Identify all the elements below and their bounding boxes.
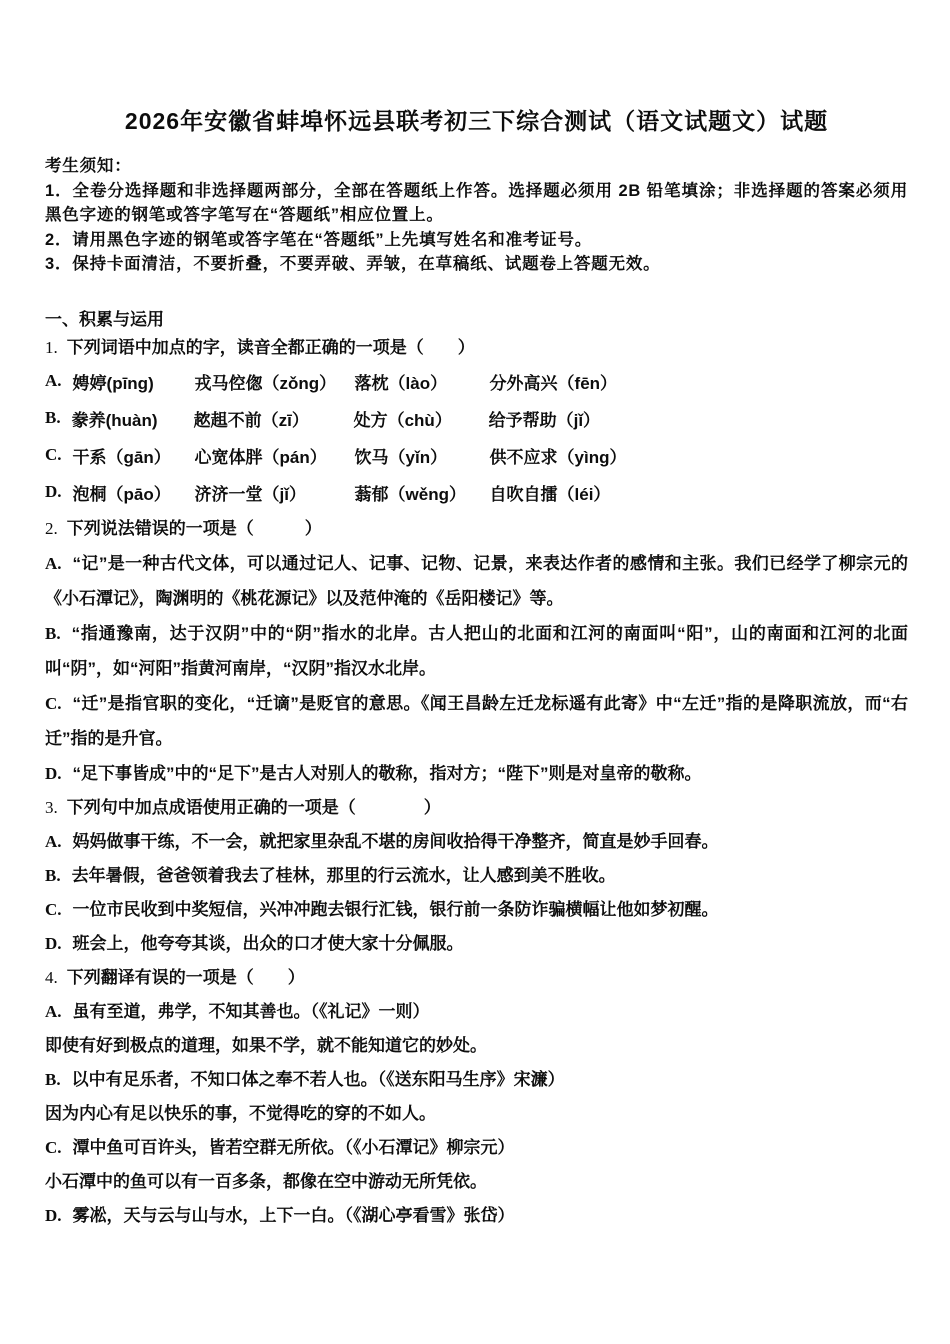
notice-item: 3．保持卡面清洁，不要折叠，不要弄破、弄皱，在草稿纸、试题卷上答题无效。	[45, 255, 661, 273]
option-label: C.	[45, 693, 62, 713]
option-text: 以中有足乐者，不知口体之奉不若人也。（《送东阳马生序》宋濂）	[71, 1069, 565, 1089]
q1-option-b	[45, 400, 908, 437]
q2-option-d	[45, 756, 908, 791]
q3-option-a	[45, 825, 908, 859]
q1-word: 娉婷(pīng)	[72, 373, 154, 393]
q4-option-a	[45, 995, 908, 1029]
option-label: A.	[45, 553, 62, 573]
option-label: C.	[45, 899, 62, 919]
option-label: B.	[45, 408, 61, 427]
option-text: 雾凇，天与云与山与水，上下一白。（《湖心亭看雪》张岱）	[72, 1205, 515, 1225]
q1-word: 供不应求（yìng）	[489, 447, 627, 467]
option-text: 一位市民收到中奖短信，兴冲冲跑去银行汇钱，银行前一条防诈骗横幅让他如梦初醒。	[72, 899, 719, 919]
question-3	[45, 791, 908, 961]
option-text: 班会上，他夸夸其谈，出众的口才使大家十分佩服。	[72, 933, 464, 953]
q3-option-d	[45, 927, 908, 961]
q2-option-a	[45, 546, 908, 616]
q1-option-d	[45, 474, 908, 511]
q4-option-c	[45, 1131, 908, 1165]
option-label: A.	[45, 1001, 62, 1021]
notice-item: 2．请用黑色字迹的钢笔或答字笔在“答题纸”上先填写姓名和准考证号。	[45, 230, 593, 249]
q1-word: 济济一堂（jǐ）	[194, 484, 306, 504]
question-4-stem	[45, 961, 908, 995]
option-text: “记”是一种古代文体，可以通过记人、记事、记物、记景，来表达作者的感情和主张。我们已经学了柳宗元的《小石潭记》，陶渊明的《桃花源记》以及范仲淹的《岳阳楼记》等。	[45, 553, 908, 608]
option-label: D.	[45, 763, 62, 783]
q4-option-d	[45, 1199, 908, 1233]
q1-word: 给予帮助（jǐ）	[488, 410, 601, 430]
q1-word: 泡桐（pāo）	[72, 484, 171, 504]
q2-option-c	[45, 686, 908, 756]
question-4	[45, 961, 908, 1233]
q4-option-b-translation: 因为内心有足以快乐的事，不觉得吃的穿的不如人。	[45, 1103, 436, 1123]
q1-word: 自吹自擂（léi）	[489, 484, 611, 504]
notice-heading: 考生须知：	[45, 157, 132, 175]
question-1-stem	[45, 333, 908, 363]
question-number: 3.	[45, 797, 58, 817]
exam-notice	[45, 154, 908, 277]
question-number: 1.	[45, 337, 58, 357]
question-stem-text: 下列句中加点成语使用正确的一项是（ ）	[66, 797, 441, 817]
question-stem-text: 下列词语中加点的字，读音全都正确的一项是（ ）	[66, 337, 475, 357]
option-label: B.	[45, 865, 61, 885]
option-label: C.	[45, 445, 62, 464]
q4-option-b	[45, 1063, 908, 1097]
q2-option-b	[45, 616, 908, 686]
q1-word: 心宽体胖（pán）	[194, 447, 327, 467]
question-2	[45, 511, 908, 791]
question-number: 2.	[45, 518, 58, 538]
q1-option-a	[45, 363, 908, 400]
question-number: 4.	[45, 967, 58, 987]
option-label: C.	[45, 1137, 62, 1157]
option-text: 虽有至道，弗学，不知其善也。（《礼记》一则）	[72, 1001, 430, 1021]
question-3-stem	[45, 791, 908, 825]
q1-word: 处方（chù）	[353, 410, 452, 430]
q1-word: 戎马倥偬（zǒng）	[194, 373, 337, 393]
option-label: D.	[45, 482, 62, 501]
option-text: 去年暑假，爸爸领着我去了桂林，那里的行云流水，让人感到美不胜收。	[71, 865, 616, 885]
q1-option-c	[45, 437, 908, 474]
q1-word: 豢养(huàn)	[71, 410, 158, 430]
question-2-stem	[45, 511, 908, 546]
option-label: B.	[45, 1069, 61, 1089]
option-label: A.	[45, 371, 62, 390]
option-text: 潭中鱼可百许头，皆若空群无所依。（《小石潭记》柳宗元）	[72, 1137, 515, 1157]
option-text: “足下事皆成”中的“足下”是古人对别人的敬称，指对方；“陛下”则是对皇帝的敬称。	[72, 763, 702, 783]
page-title: 2026年安徽省蚌埠怀远县联考初三下综合测试（语文试题文）试题	[124, 108, 829, 134]
q1-word: 落枕（lào）	[354, 373, 448, 393]
option-label: B.	[45, 623, 61, 643]
question-stem-text: 下列翻译有误的一项是（ ）	[66, 967, 305, 987]
section-heading: 一、积累与运用	[45, 309, 164, 329]
q1-word: 分外高兴（fēn）	[489, 373, 618, 393]
option-text: 妈妈做事干练，不一会，就把家里杂乱不堪的房间收拾得干净整齐，简直是妙手回春。	[72, 831, 719, 851]
q4-option-a-translation: 即使有好到极点的道理，如果不学，就不能知道它的妙处。	[45, 1035, 487, 1055]
option-label: D.	[45, 933, 62, 953]
option-label: D.	[45, 1205, 62, 1225]
q3-option-c	[45, 893, 908, 927]
option-text: “迁”是指官职的变化，“迁谪”是贬官的意思。《闻王昌龄左迁龙标遥有此寄》中“左迁”指的是降职流放，而“右迁”指的是升官。	[45, 693, 908, 748]
q1-word: 蓊郁（wěng）	[354, 484, 466, 504]
q1-word: 饮马（yǐn）	[354, 447, 448, 467]
question-1	[45, 333, 908, 511]
q1-word: 趑趄不前（zī）	[193, 410, 309, 430]
question-stem-text: 下列说法错误的一项是（ ）	[66, 518, 322, 538]
option-label: A.	[45, 831, 62, 851]
q4-option-c-translation: 小石潭中的鱼可以有一百多条，都像在空中游动无所凭依。	[45, 1171, 487, 1191]
q3-option-b	[45, 859, 908, 893]
notice-item: 1．全卷分选择题和非选择题两部分，全部在答题纸上作答。选择题必须用 2B 铅笔填涂；非选择题的答案必须用黑色字迹的钢笔或答字笔写在“答题纸”相应位置上。	[45, 181, 908, 224]
q1-word: 干系（gān）	[72, 447, 171, 467]
option-text: “指通豫南，达于汉阴”中的“阴”指水的北岸。古人把山的北面和江河的南面叫“阳”，山的南面和江河的北面叫“阴”，如“河阳”指黄河南岸，“汉阴”指汉水北岸。	[45, 623, 908, 678]
